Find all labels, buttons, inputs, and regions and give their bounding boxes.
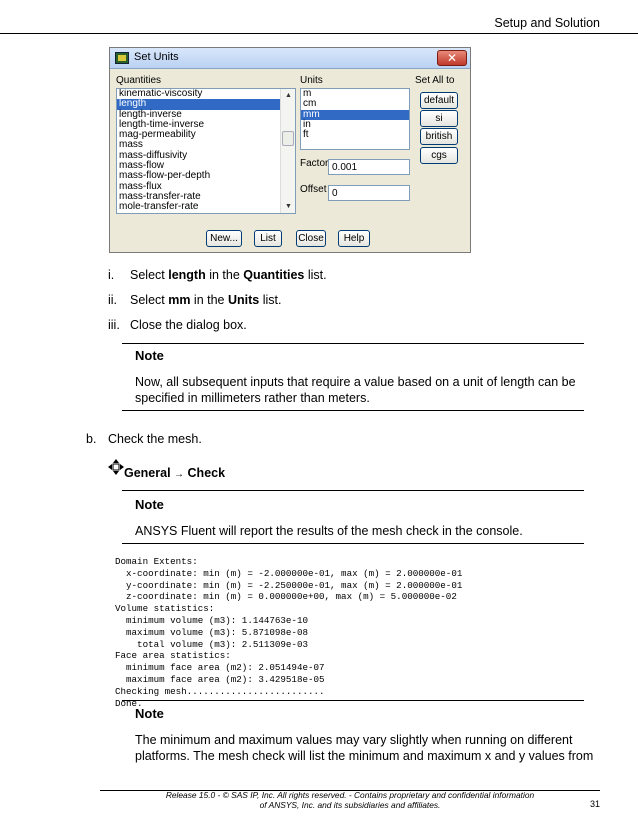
quantity-item[interactable]: mole-transfer-rate [119, 201, 199, 213]
quantity-item[interactable]: length-inverse [119, 108, 182, 120]
note-rule [122, 543, 584, 544]
offset-field[interactable]: 0 [328, 185, 410, 201]
note-text-line: The minimum and maximum values may vary slightly when running on different [135, 733, 573, 747]
new-button[interactable]: New... [206, 230, 242, 247]
quantity-item[interactable]: length-time-inverse [119, 118, 205, 130]
set-units-dialog [109, 47, 471, 253]
console-line: Domain Extents: [115, 556, 198, 567]
console-line: x-coordinate: min (m) = -2.000000e-01, max (m) = 2.000000e-01 [115, 567, 463, 579]
nav-general: General [124, 466, 171, 480]
console-line: maximum face area (m2): 3.429518e-05 [115, 673, 325, 685]
note-rule [122, 410, 584, 411]
nav-path [124, 466, 225, 480]
scroll-thumb[interactable] [282, 131, 294, 146]
console-output [115, 556, 462, 709]
quantity-item[interactable]: kinematic-viscosity [119, 88, 203, 99]
dialog-titlebar [110, 48, 470, 69]
navigation-icon [108, 459, 124, 475]
note-heading: Note [135, 706, 164, 721]
close-button[interactable]: Close [296, 230, 326, 247]
console-line: Checking mesh......................... [115, 685, 325, 697]
footer-text: Release 15.0 - © SAS IP, Inc. All rights reserved. - Contains proprietary and confidential information of ANSYS, Inc. and its subsidiaries and affiliates. [165, 790, 535, 810]
quantity-item[interactable]: mass-transfer-rate [119, 190, 201, 202]
quantity-item[interactable]: mass-diffusivity [119, 149, 188, 161]
console-line: Done. [115, 697, 143, 709]
cgs-button[interactable]: cgs [420, 147, 458, 164]
unit-item[interactable]: ft [303, 129, 309, 141]
console-line: y-coordinate: min (m) = -2.250000e-01, max (m) = 2.000000e-01 [115, 579, 463, 591]
scroll-down-icon[interactable]: ▼ [285, 203, 292, 210]
header-rule [0, 33, 638, 34]
note-text-line: specified in millimeters rather than meters. [135, 391, 370, 405]
note-text-line: platforms. The mesh check will list the minimum and maximum x and y values from [135, 749, 594, 763]
console-line: z-coordinate: min (m) = 0.000000e+00, max (m) = 5.000000e-02 [115, 591, 457, 603]
console-line: maximum volume (m3): 5.871098e-08 [115, 626, 308, 638]
note-heading: Note [135, 497, 164, 512]
console-line: total volume (m3): 2.511309e-03 [115, 638, 308, 650]
section-title: Setup and Solution [494, 16, 600, 30]
help-button[interactable]: Help [338, 230, 370, 247]
quantity-item[interactable]: mass-flow [119, 160, 165, 172]
units-list[interactable] [300, 88, 410, 150]
default-button[interactable]: default [420, 92, 458, 109]
dialog-title: Set Units [134, 51, 179, 63]
unit-item[interactable]: cm [303, 98, 317, 110]
quantities-list[interactable] [116, 88, 296, 214]
quantity-item[interactable]: mass [119, 139, 143, 151]
quantity-item[interactable]: mass-flux [119, 180, 162, 192]
note-rule [122, 700, 584, 701]
factor-label: Factor [300, 158, 329, 169]
console-line: Face area statistics: [115, 650, 231, 662]
quantity-item[interactable]: mass-flow-per-depth [119, 170, 211, 182]
quantities-scrollbar[interactable] [280, 89, 295, 213]
note-rule [122, 490, 584, 491]
note-heading: Note [135, 348, 164, 363]
british-button[interactable]: british [420, 128, 458, 145]
units-label: Units [300, 75, 323, 86]
quantity-item[interactable]: length [117, 99, 295, 109]
set-all-label: Set All to [415, 75, 455, 86]
console-line: minimum volume (m3): 1.144763e-10 [115, 614, 308, 626]
page-number: 31 [589, 799, 600, 809]
note-rule [122, 343, 584, 344]
nav-check: Check [187, 466, 226, 480]
console-line: minimum face area (m2): 2.051494e-07 [115, 662, 325, 674]
close-icon[interactable]: ✕ [437, 50, 467, 66]
app-icon [115, 52, 129, 64]
offset-label: Offset [300, 184, 327, 195]
unit-item[interactable]: in [303, 118, 311, 130]
quantities-label: Quantities [116, 75, 162, 86]
list-button[interactable]: List [254, 230, 282, 247]
factor-field[interactable]: 0.001 [328, 159, 410, 175]
si-button[interactable]: si [420, 110, 458, 127]
scroll-up-icon[interactable]: ▲ [285, 92, 292, 99]
unit-item[interactable]: m [303, 88, 312, 99]
nav-arrow-icon: → [174, 469, 185, 480]
unit-item[interactable]: mm [301, 110, 409, 120]
quantity-item[interactable]: mag-permeability [119, 129, 196, 141]
console-line: Volume statistics: [115, 603, 215, 615]
note-text-line: Now, all subsequent inputs that require a value based on a unit of length can be [135, 375, 576, 389]
note-text-line: ANSYS Fluent will report the results of the mesh check in the console. [135, 524, 523, 538]
